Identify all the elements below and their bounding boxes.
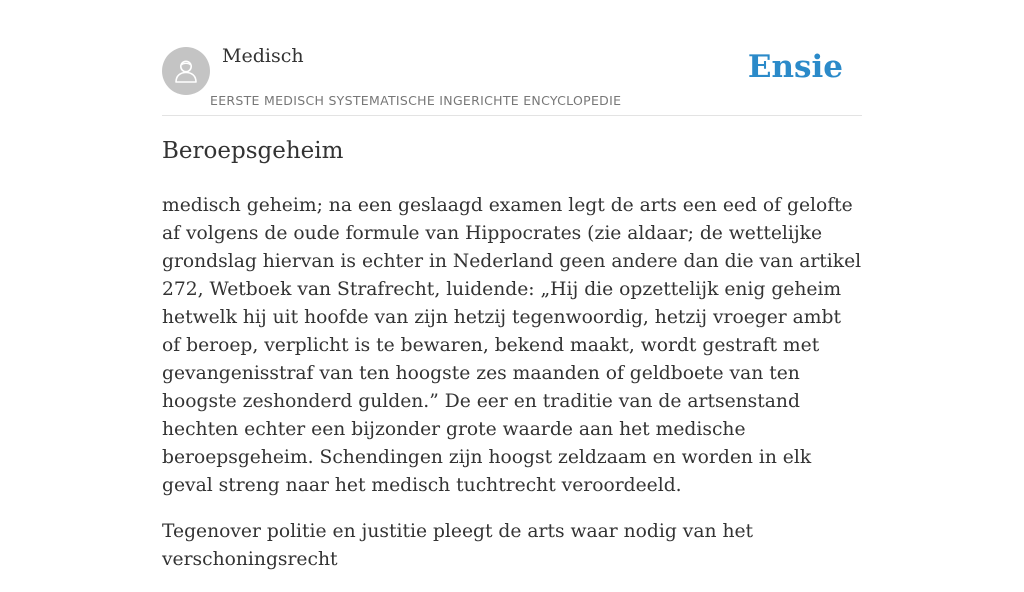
article-title: Beroepsgeheim: [162, 138, 344, 164]
article-paragraph: Tegenover politie en justitie pleegt de arts waar nodig van het verschoningsrecht: [162, 521, 754, 570]
brand-subtitle: EERSTE MEDISCH SYSTEMATISCHE INGERICHTE ENCYCLOPEDIE: [210, 93, 622, 108]
article-paragraph: medisch geheim; na een geslaagd examen legt de arts een eed of gelofte af volgens de oude formule van Hippocrates (zie aldaar; de wettelijke grondslag hiervan is echter in Nederland geen andere dan die van artikel 272, Wetboek van Strafrecht, luidende: „Hij die opzettelijk enig geheim hetwelk hij uit hoofde van zijn hetzij tegenwoordig, hetzij vroeger ambt of beroep, verplicht is te bewaren, bekend maakt, wordt gestraft met gevangenisstraf van ten hoogste zes maanden of geldboete van ten hoogste zeshonderd gulden.” De eer en traditie van de artsenstand hechten echter een bijzonder grote waarde aan het medische beroepsgeheim. Schendingen zijn hoogst zeldzaam en worden in elk geval streng naar het medisch tuchtrecht veroordeeld.: [162, 195, 862, 496]
ensie-logo[interactable]: Ensie: [747, 49, 843, 85]
content-container: [162, 0, 862, 570]
brand-name[interactable]: Medisch: [222, 45, 304, 67]
site-header: [162, 0, 862, 116]
user-icon: [171, 56, 201, 86]
avatar[interactable]: [162, 47, 210, 95]
article-body: [162, 192, 862, 592]
